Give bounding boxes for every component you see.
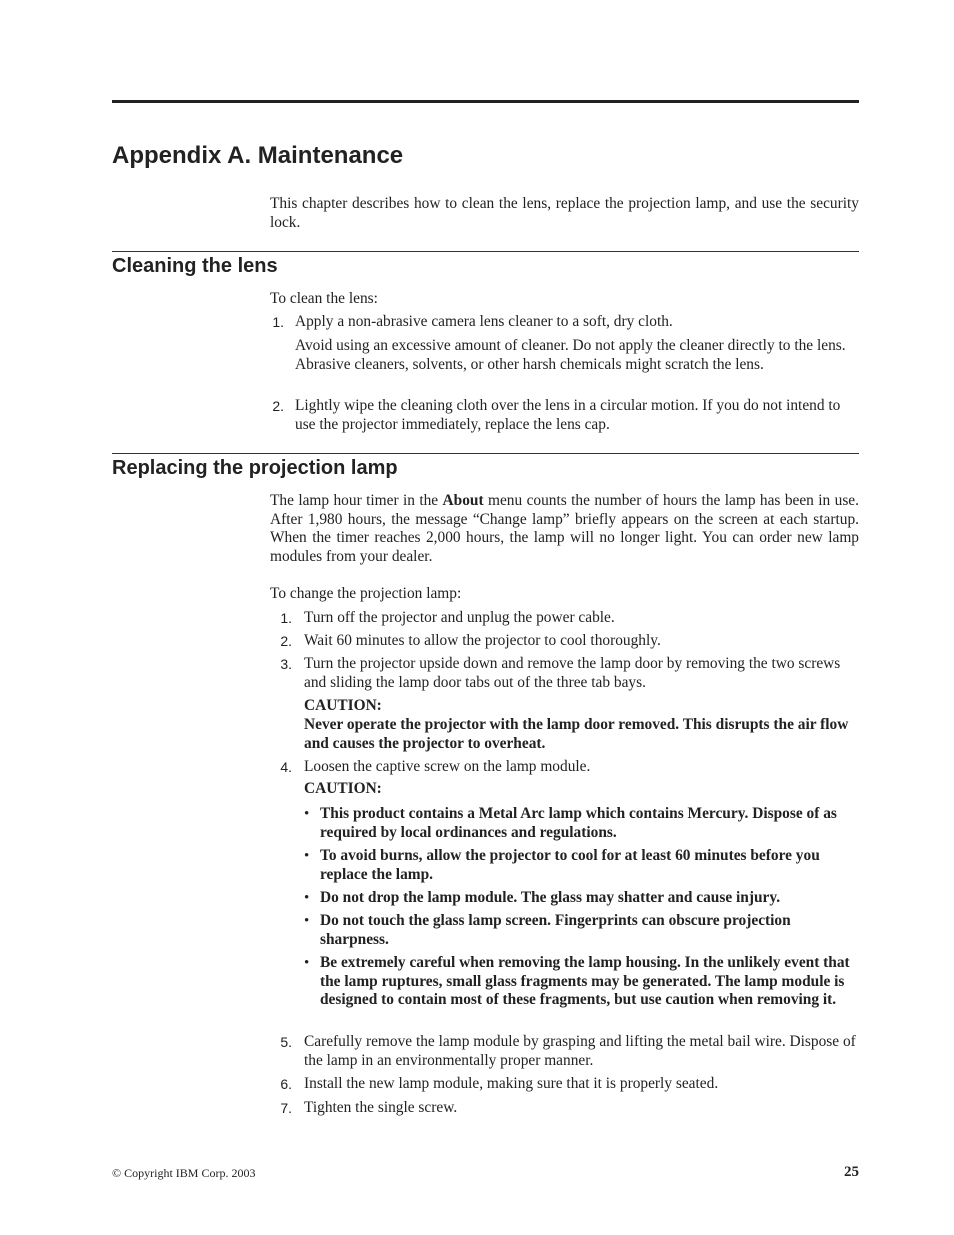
copyright: © Copyright IBM Corp. 2003 bbox=[112, 1166, 256, 1180]
step-number: 6. bbox=[280, 1076, 292, 1092]
lamp-intro: The lamp hour timer in the About menu counts the number of hours the lamp has been in use. After 1,980 hours, the message “Change lamp” briefly appears on the screen at each startup. When the timer reaches 2,000 hours, the lamp will no longer light. You can order new lamp modules from your dealer. bbox=[270, 492, 859, 565]
cleaning-step-2: Lightly wipe the cleaning cloth over the lens in a circular motion. If you do not intend to use the projector immediately, replace the lens cap. bbox=[295, 397, 841, 433]
lamp-lead: To change the projection lamp: bbox=[270, 585, 462, 602]
step-number: 2. bbox=[280, 633, 292, 649]
lamp-step-7: Tighten the single screw. bbox=[304, 1099, 458, 1116]
section-rule-lamp bbox=[112, 453, 859, 454]
caution-bullet: Do not touch the glass lamp screen. Fingerprints can obscure projection sharpness. bbox=[320, 912, 791, 948]
about-menu-name: About bbox=[442, 492, 484, 509]
top-rule bbox=[112, 100, 859, 103]
step-number: 1. bbox=[272, 314, 284, 330]
caution-text: Never operate the projector with the lamp door removed. This disrupts the air flow and causes the projector to overheat. bbox=[304, 716, 849, 752]
bullet: • bbox=[304, 848, 310, 864]
lamp-step-6: Install the new lamp module, making sure that it is properly seated. bbox=[304, 1075, 719, 1092]
bullet: • bbox=[304, 806, 310, 822]
caution-label: CAUTION: bbox=[304, 780, 382, 797]
step-number: 1. bbox=[280, 610, 292, 626]
step-number: 2. bbox=[272, 398, 284, 414]
bullet: • bbox=[304, 890, 310, 906]
step-number: 5. bbox=[280, 1034, 292, 1050]
caution-label: CAUTION: bbox=[304, 697, 382, 714]
bullet: • bbox=[304, 955, 310, 971]
cleaning-step-1-note: Avoid using an excessive amount of cleaner. Do not apply the cleaner directly to the lens. Abrasive cleaners, solvents, or other harsh chemicals might scratch the lens. bbox=[295, 337, 846, 373]
step-number: 4. bbox=[280, 759, 292, 775]
lamp-step-3: Turn the projector upside down and remove the lamp door by removing the two screws and sliding the lamp door tabs out of the three tab bays. bbox=[304, 655, 841, 691]
lamp-step-2: Wait 60 minutes to allow the projector to cool thoroughly. bbox=[304, 632, 661, 649]
bullet: • bbox=[304, 913, 310, 929]
caution-bullet: This product contains a Metal Arc lamp which contains Mercury. Dispose of as required by local ordinances and regulations. bbox=[320, 805, 837, 841]
caution-bullet: Do not drop the lamp module. The glass may shatter and cause injury. bbox=[320, 889, 781, 906]
step-number: 3. bbox=[280, 656, 292, 672]
intro-paragraph: This chapter describes how to clean the lens, replace the projection lamp, and use the security lock. bbox=[270, 195, 859, 231]
lamp-step-4: Loosen the captive screw on the lamp module. bbox=[304, 758, 591, 775]
step-number: 7. bbox=[280, 1100, 292, 1116]
lamp-heading: Replacing the projection lamp bbox=[112, 457, 398, 479]
cleaning-lead: To clean the lens: bbox=[270, 290, 378, 307]
page-title: Appendix A. Maintenance bbox=[112, 142, 404, 169]
cleaning-step-1: Apply a non-abrasive camera lens cleaner to a soft, dry cloth. bbox=[295, 313, 673, 330]
lamp-step-1: Turn off the projector and unplug the power cable. bbox=[304, 609, 615, 626]
section-rule-cleaning bbox=[112, 251, 859, 252]
page-number: 25 bbox=[844, 1164, 859, 1180]
cleaning-heading: Cleaning the lens bbox=[112, 255, 278, 277]
caution-bullet: To avoid burns, allow the projector to cool for at least 60 minutes before you replace the lamp. bbox=[320, 847, 820, 883]
caution-bullet: Be extremely careful when removing the lamp housing. In the unlikely event that the lamp ruptures, small glass fragments may be generated. The lamp module is designed to contain most of these fragments, but use caution when removing it. bbox=[320, 954, 850, 1009]
lamp-step-5: Carefully remove the lamp module by grasping and lifting the metal bail wire. Dispose of the lamp in an environmentally proper manner. bbox=[304, 1033, 856, 1069]
